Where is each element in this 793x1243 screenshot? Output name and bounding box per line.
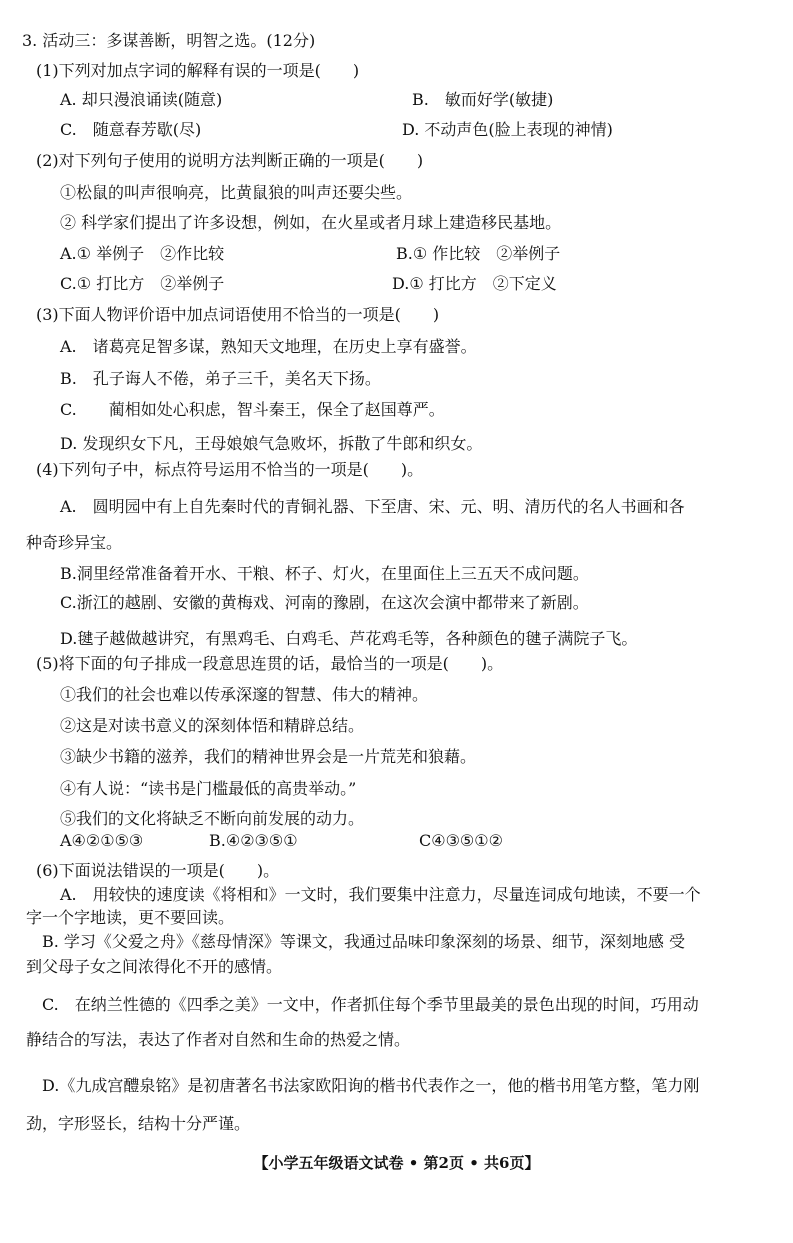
question-6-option-b-line-1: B. 学习《父爱之舟》《慈母情深》等课文，我通过品味印象深刻的场景、细节，深刻地感 受	[42, 932, 686, 951]
question-3-option-c: C. 蔺相如处心积虑，智斗秦王，保全了赵国尊严。	[60, 400, 445, 419]
question-1-option-c: C. 随意春芳歇(尽)	[60, 120, 202, 139]
question-4-option-a-line-1: A. 圆明园中有上自先秦时代的青铜礼器、下至唐、宋、元、明、清历代的名人书画和各	[60, 497, 685, 516]
question-1-option-a: A. 却只漫浪诵读(随意)	[60, 90, 223, 109]
question-6-option-b-line-2: 到父母子女之间浓得化不开的感情。	[26, 957, 283, 976]
question-4-option-d: D.毽子越做越讲究，有黑鸡毛、白鸡毛、芦花鸡毛等，各种颜色的毽子满院子飞。	[60, 629, 638, 648]
question-5-sentence-4: ④有人说：“读书是门槛最低的高贵举动。”	[60, 779, 357, 798]
question-3-option-d: D. 发现织女下凡，王母娘娘气急败坏，拆散了牛郎和织女。	[60, 434, 483, 453]
question-2-option-c: C.① 打比方 ②举例子	[60, 274, 225, 293]
question-5-option-c: C④③⑤①②	[419, 831, 503, 850]
page-footer: 【小学五年级语文试卷 • 第2页 • 共6页】	[253, 1154, 540, 1172]
question-5-sentence-2: ②这是对读书意义的深刻体悟和精辟总结。	[60, 716, 365, 735]
question-3-option-b: B. 孔子诲人不倦，弟子三千，美名天下扬。	[60, 369, 381, 388]
question-5-sentence-1: ①我们的社会也难以传承深邃的智慧、伟大的精神。	[60, 685, 429, 704]
question-2-sentence-1: ①松鼠的叫声很响亮，比黄鼠狼的叫声还要尖些。	[60, 183, 413, 202]
question-4-stem: (4)下列句子中，标点符号运用不恰当的一项是( )。	[36, 460, 424, 479]
question-2-option-a: A.① 举例子 ②作比较	[60, 244, 225, 263]
question-3-stem: (3)下面人物评价语中加点词语使用不恰当的一项是( )	[36, 305, 440, 324]
question-5-sentence-3: ③缺少书籍的滋养，我们的精神世界会是一片荒芜和狼藉。	[60, 747, 477, 766]
question-2-stem: (2)对下列句子使用的说明方法判断正确的一项是( )	[36, 151, 424, 170]
question-6-option-c-line-2: 静结合的写法，表达了作者对自然和生命的热爱之情。	[26, 1030, 411, 1049]
question-6-option-d-line-1: D.《九成宫醴泉铭》是初唐著名书法家欧阳询的楷书代表作之一，他的楷书用笔方整，笔力刚	[42, 1076, 700, 1095]
question-5-stem: (5)将下面的句子排成一段意思连贯的话，最恰当的一项是( )。	[36, 654, 504, 673]
question-6-option-a-line-2: 字一个字地读，更不要回读。	[26, 908, 235, 927]
question-5-option-b: B.④②③⑤①	[209, 831, 298, 850]
question-5-sentence-5: ⑤我们的文化将缺乏不断向前发展的动力。	[60, 809, 365, 828]
question-6-option-a-line-1: A. 用较快的速度读《将相和》一文时，我们要集中注意力，尽量连词成句地读，不要一个	[60, 885, 701, 904]
question-2-option-b: B.① 作比较 ②举例子	[396, 244, 561, 263]
question-1-option-b: B. 敏而好学(敏捷)	[412, 90, 554, 109]
question-6-option-c-line-1: C. 在纳兰性德的《四季之美》一文中，作者抓住每个季节里最美的景色出现的时间，巧用动	[42, 995, 699, 1014]
question-2-sentence-2: ② 科学家们提出了许多设想，例如，在火星或者月球上建造移民基地。	[60, 213, 562, 232]
question-3-option-a: A. 诸葛亮足智多谋，熟知天文地理，在历史上享有盛誉。	[60, 337, 477, 356]
question-4-option-c: C.浙江的越剧、安徽的黄梅戏、河南的豫剧，在这次会演中都带来了新剧。	[60, 593, 589, 612]
question-1-stem: (1)下列对加点字词的解释有误的一项是( )	[36, 61, 360, 80]
question-5-option-a: A④②①⑤③	[60, 831, 144, 850]
question-4-option-a-line-2: 种奇珍异宝。	[26, 533, 123, 552]
question-4-option-b: B.洞里经常准备着开水、干粮、杯子、灯火，在里面住上三五天不成问题。	[60, 564, 589, 583]
question-6-stem: (6)下面说法错误的一项是( )。	[36, 861, 280, 880]
question-1-option-d: D. 不动声色(脸上表现的神情)	[402, 120, 613, 139]
question-2-option-d: D.① 打比方 ②下定义	[392, 274, 557, 293]
question-6-option-d-line-2: 劲，字形竖长，结构十分严谨。	[26, 1114, 251, 1133]
section-title: 3. 活动三：多谋善断，明智之选。(12分)	[22, 31, 316, 50]
